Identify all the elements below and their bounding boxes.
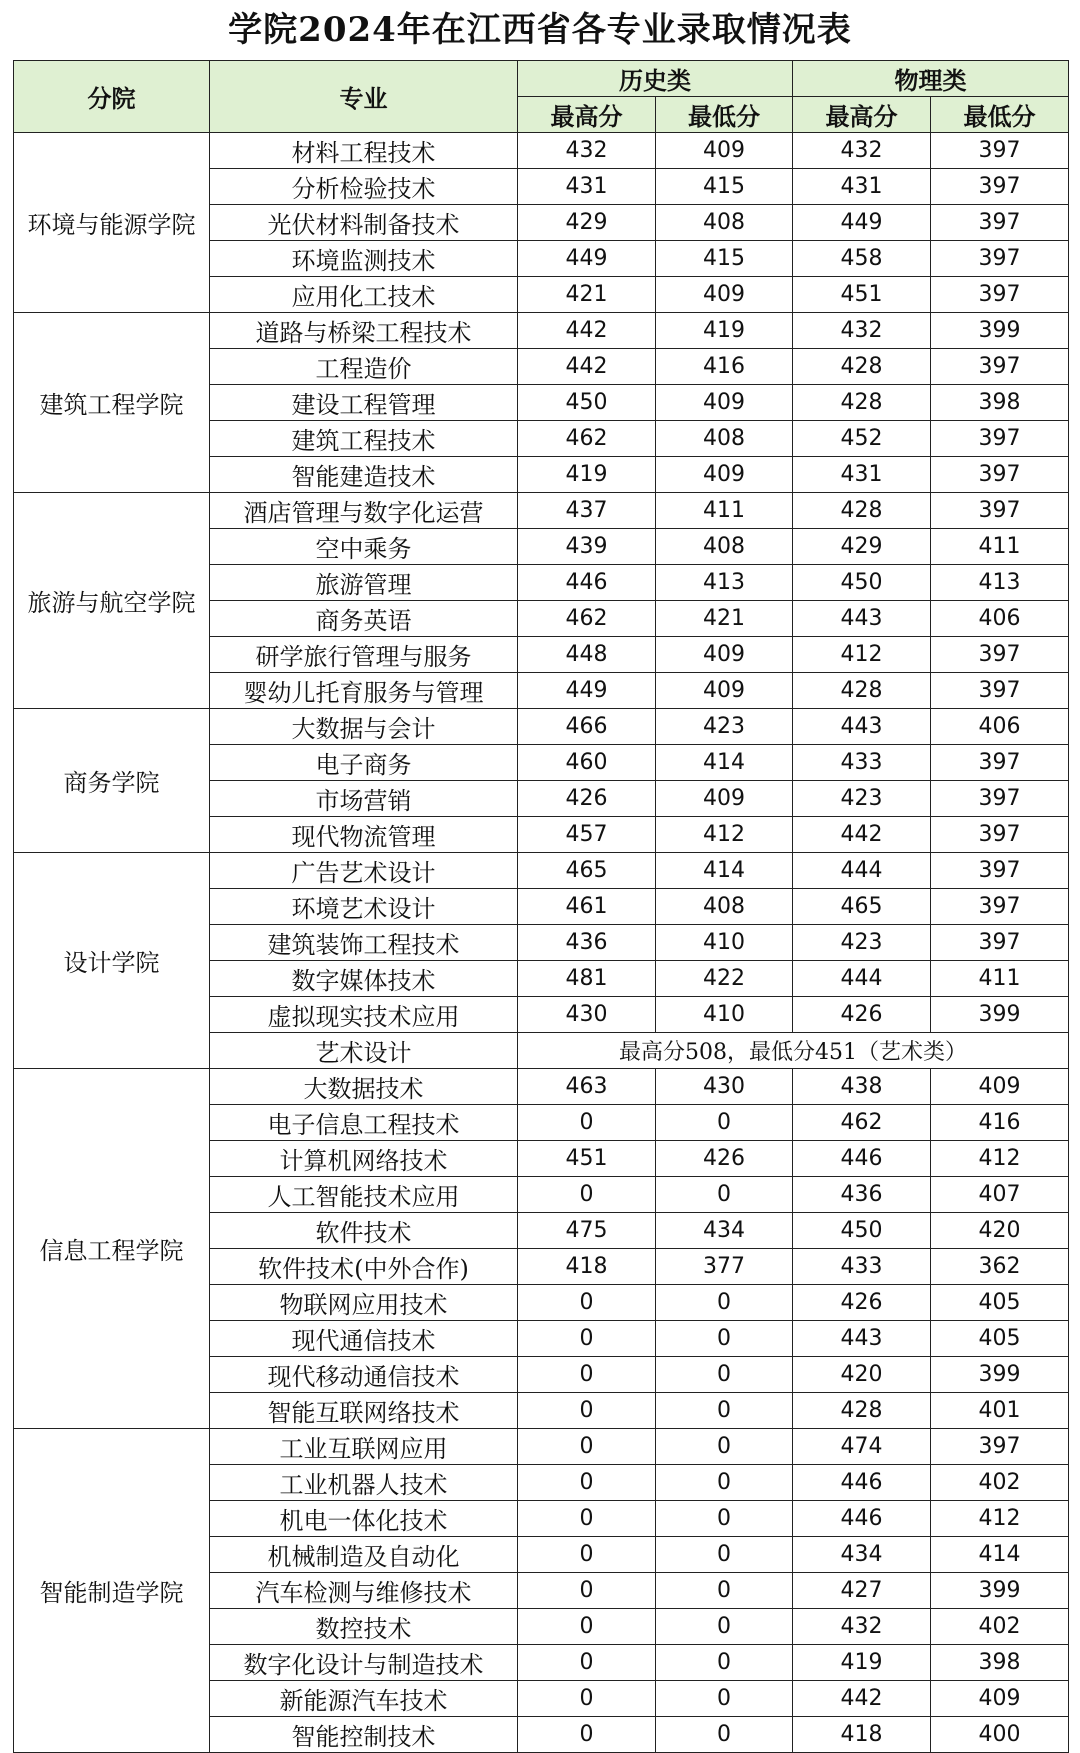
major-column-header: 专业 xyxy=(210,61,518,133)
history-max-cell: 0 xyxy=(518,1357,656,1393)
physics-max-cell: 446 xyxy=(793,1501,931,1537)
history-max-cell: 449 xyxy=(518,241,656,277)
major-name-cell: 大数据与会计 xyxy=(210,709,518,745)
history-min-cell: 0 xyxy=(656,1717,793,1753)
physics-min-cell: 405 xyxy=(931,1285,1069,1321)
physics-max-cell: 426 xyxy=(793,997,931,1033)
physics-min-cell: 405 xyxy=(931,1321,1069,1357)
history-min-cell: 421 xyxy=(656,601,793,637)
physics-min-cell: 397 xyxy=(931,349,1069,385)
major-name-cell: 软件技术 xyxy=(210,1213,518,1249)
physics-max-cell: 446 xyxy=(793,1141,931,1177)
physics-max-cell: 427 xyxy=(793,1573,931,1609)
history-group-header: 历史类 xyxy=(518,61,793,97)
physics-min-cell: 397 xyxy=(931,745,1069,781)
physics-max-cell: 444 xyxy=(793,961,931,997)
major-name-cell: 建筑装饰工程技术 xyxy=(210,925,518,961)
history-min-header: 最低分 xyxy=(656,97,793,133)
physics-max-cell: 442 xyxy=(793,1681,931,1717)
physics-min-cell: 409 xyxy=(931,1681,1069,1717)
major-name-cell: 旅游管理 xyxy=(210,565,518,601)
physics-max-cell: 419 xyxy=(793,1645,931,1681)
physics-max-cell: 443 xyxy=(793,1321,931,1357)
physics-max-cell: 423 xyxy=(793,925,931,961)
history-max-cell: 449 xyxy=(518,673,656,709)
college-name-cell: 智能制造学院 xyxy=(14,1429,210,1753)
major-name-cell: 现代物流管理 xyxy=(210,817,518,853)
history-min-cell: 408 xyxy=(656,421,793,457)
history-min-cell: 0 xyxy=(656,1465,793,1501)
table-row xyxy=(14,853,1069,889)
college-name-cell: 环境与能源学院 xyxy=(14,133,210,313)
history-min-cell: 414 xyxy=(656,853,793,889)
history-min-cell: 0 xyxy=(656,1321,793,1357)
physics-min-cell: 397 xyxy=(931,853,1069,889)
major-name-cell: 物联网应用技术 xyxy=(210,1285,518,1321)
table-row xyxy=(14,1069,1069,1105)
history-max-cell: 0 xyxy=(518,1717,656,1753)
physics-min-cell: 397 xyxy=(931,673,1069,709)
table-row xyxy=(14,709,1069,745)
major-name-cell: 建筑工程技术 xyxy=(210,421,518,457)
physics-min-cell: 397 xyxy=(931,925,1069,961)
major-name-cell: 汽车检测与维修技术 xyxy=(210,1573,518,1609)
physics-max-cell: 428 xyxy=(793,349,931,385)
history-min-cell: 410 xyxy=(656,925,793,961)
major-name-cell: 环境监测技术 xyxy=(210,241,518,277)
history-max-cell: 437 xyxy=(518,493,656,529)
table-row xyxy=(14,1429,1069,1465)
major-name-cell: 电子商务 xyxy=(210,745,518,781)
history-min-cell: 0 xyxy=(656,1681,793,1717)
major-name-cell: 工程造价 xyxy=(210,349,518,385)
history-min-cell: 409 xyxy=(656,385,793,421)
admission-table xyxy=(13,60,1069,1753)
physics-max-cell: 433 xyxy=(793,745,931,781)
history-max-cell: 460 xyxy=(518,745,656,781)
major-name-cell: 新能源汽车技术 xyxy=(210,1681,518,1717)
history-min-cell: 0 xyxy=(656,1573,793,1609)
history-min-cell: 409 xyxy=(656,277,793,313)
history-min-cell: 408 xyxy=(656,889,793,925)
history-max-cell: 431 xyxy=(518,169,656,205)
physics-min-cell: 399 xyxy=(931,997,1069,1033)
major-name-cell: 软件技术(中外合作) xyxy=(210,1249,518,1285)
table-row xyxy=(14,313,1069,349)
physics-min-cell: 397 xyxy=(931,1429,1069,1465)
physics-max-cell: 450 xyxy=(793,565,931,601)
physics-min-cell: 399 xyxy=(931,313,1069,349)
history-max-cell: 0 xyxy=(518,1573,656,1609)
physics-max-cell: 432 xyxy=(793,133,931,169)
major-name-cell: 现代移动通信技术 xyxy=(210,1357,518,1393)
history-max-cell: 0 xyxy=(518,1285,656,1321)
history-min-cell: 409 xyxy=(656,637,793,673)
major-name-cell: 应用化工技术 xyxy=(210,277,518,313)
major-name-cell: 工业互联网应用 xyxy=(210,1429,518,1465)
physics-min-cell: 397 xyxy=(931,637,1069,673)
major-name-cell: 智能互联网络技术 xyxy=(210,1393,518,1429)
table-header xyxy=(14,61,1069,133)
physics-max-cell: 436 xyxy=(793,1177,931,1213)
physics-max-cell: 444 xyxy=(793,853,931,889)
physics-min-cell: 397 xyxy=(931,169,1069,205)
physics-min-cell: 401 xyxy=(931,1393,1069,1429)
physics-max-header: 最高分 xyxy=(793,97,931,133)
physics-min-cell: 411 xyxy=(931,529,1069,565)
physics-min-cell: 397 xyxy=(931,421,1069,457)
history-max-cell: 0 xyxy=(518,1177,656,1213)
physics-min-cell: 414 xyxy=(931,1537,1069,1573)
physics-min-cell: 406 xyxy=(931,601,1069,637)
physics-max-cell: 442 xyxy=(793,817,931,853)
table-row xyxy=(14,133,1069,169)
major-name-cell: 工业机器人技术 xyxy=(210,1465,518,1501)
history-min-cell: 377 xyxy=(656,1249,793,1285)
major-name-cell: 研学旅行管理与服务 xyxy=(210,637,518,673)
major-name-cell: 机械制造及自动化 xyxy=(210,1537,518,1573)
history-min-cell: 410 xyxy=(656,997,793,1033)
physics-min-cell: 400 xyxy=(931,1717,1069,1753)
history-min-cell: 0 xyxy=(656,1393,793,1429)
physics-min-cell: 411 xyxy=(931,961,1069,997)
history-min-cell: 416 xyxy=(656,349,793,385)
physics-min-cell: 397 xyxy=(931,133,1069,169)
table-row xyxy=(14,493,1069,529)
history-min-cell: 408 xyxy=(656,529,793,565)
history-max-cell: 418 xyxy=(518,1249,656,1285)
history-max-cell: 0 xyxy=(518,1465,656,1501)
physics-min-cell: 402 xyxy=(931,1465,1069,1501)
physics-min-cell: 409 xyxy=(931,1069,1069,1105)
physics-max-cell: 420 xyxy=(793,1357,931,1393)
history-max-cell: 0 xyxy=(518,1105,656,1141)
major-name-cell: 虚拟现实技术应用 xyxy=(210,997,518,1033)
history-min-cell: 0 xyxy=(656,1429,793,1465)
history-max-cell: 0 xyxy=(518,1321,656,1357)
history-min-cell: 422 xyxy=(656,961,793,997)
major-name-cell: 数字化设计与制造技术 xyxy=(210,1645,518,1681)
college-name-cell: 设计学院 xyxy=(14,853,210,1069)
physics-min-cell: 407 xyxy=(931,1177,1069,1213)
history-max-cell: 0 xyxy=(518,1681,656,1717)
physics-min-cell: 413 xyxy=(931,565,1069,601)
history-max-cell: 465 xyxy=(518,853,656,889)
physics-max-cell: 446 xyxy=(793,1465,931,1501)
major-name-cell: 人工智能技术应用 xyxy=(210,1177,518,1213)
major-name-cell: 数控技术 xyxy=(210,1609,518,1645)
history-max-cell: 421 xyxy=(518,277,656,313)
physics-max-cell: 431 xyxy=(793,169,931,205)
major-name-cell: 环境艺术设计 xyxy=(210,889,518,925)
major-name-cell: 计算机网络技术 xyxy=(210,1141,518,1177)
physics-max-cell: 458 xyxy=(793,241,931,277)
history-min-cell: 411 xyxy=(656,493,793,529)
table-body xyxy=(14,133,1069,1753)
physics-max-cell: 428 xyxy=(793,1393,931,1429)
physics-min-cell: 416 xyxy=(931,1105,1069,1141)
physics-max-cell: 428 xyxy=(793,385,931,421)
history-max-cell: 432 xyxy=(518,133,656,169)
history-max-cell: 462 xyxy=(518,601,656,637)
major-name-cell: 市场营销 xyxy=(210,781,518,817)
history-min-cell: 409 xyxy=(656,133,793,169)
history-max-cell: 426 xyxy=(518,781,656,817)
history-max-cell: 430 xyxy=(518,997,656,1033)
major-name-cell: 智能控制技术 xyxy=(210,1717,518,1753)
physics-min-cell: 397 xyxy=(931,241,1069,277)
major-name-cell: 广告艺术设计 xyxy=(210,853,518,889)
physics-min-cell: 397 xyxy=(931,781,1069,817)
history-max-cell: 0 xyxy=(518,1537,656,1573)
history-min-cell: 0 xyxy=(656,1645,793,1681)
history-max-cell: 451 xyxy=(518,1141,656,1177)
major-name-cell: 智能建造技术 xyxy=(210,457,518,493)
history-max-cell: 0 xyxy=(518,1429,656,1465)
physics-max-cell: 432 xyxy=(793,1609,931,1645)
history-max-cell: 419 xyxy=(518,457,656,493)
history-min-cell: 423 xyxy=(656,709,793,745)
score-note-cell: 最高分508，最低分451（艺术类） xyxy=(518,1033,1069,1069)
physics-min-cell: 397 xyxy=(931,457,1069,493)
physics-max-cell: 429 xyxy=(793,529,931,565)
history-min-cell: 0 xyxy=(656,1177,793,1213)
history-min-cell: 0 xyxy=(656,1285,793,1321)
history-max-cell: 475 xyxy=(518,1213,656,1249)
physics-group-header: 物理类 xyxy=(793,61,1069,97)
physics-min-cell: 397 xyxy=(931,817,1069,853)
physics-min-cell: 399 xyxy=(931,1573,1069,1609)
physics-max-cell: 443 xyxy=(793,601,931,637)
physics-min-cell: 412 xyxy=(931,1501,1069,1537)
history-max-cell: 461 xyxy=(518,889,656,925)
major-name-cell: 道路与桥梁工程技术 xyxy=(210,313,518,349)
major-name-cell: 分析检验技术 xyxy=(210,169,518,205)
physics-min-cell: 397 xyxy=(931,889,1069,925)
history-max-cell: 442 xyxy=(518,313,656,349)
history-max-cell: 442 xyxy=(518,349,656,385)
physics-min-header: 最低分 xyxy=(931,97,1069,133)
history-min-cell: 419 xyxy=(656,313,793,349)
history-min-cell: 414 xyxy=(656,745,793,781)
physics-max-cell: 450 xyxy=(793,1213,931,1249)
physics-max-cell: 428 xyxy=(793,673,931,709)
physics-min-cell: 402 xyxy=(931,1609,1069,1645)
physics-min-cell: 420 xyxy=(931,1213,1069,1249)
history-min-cell: 0 xyxy=(656,1357,793,1393)
physics-max-cell: 431 xyxy=(793,457,931,493)
history-min-cell: 409 xyxy=(656,673,793,709)
page-title: 学院2024年在江西省各专业录取情况表 xyxy=(228,10,852,50)
major-name-cell: 空中乘务 xyxy=(210,529,518,565)
history-min-cell: 0 xyxy=(656,1501,793,1537)
history-max-header: 最高分 xyxy=(518,97,656,133)
college-column-header: 分院 xyxy=(14,61,210,133)
physics-min-cell: 398 xyxy=(931,385,1069,421)
physics-min-cell: 397 xyxy=(931,493,1069,529)
physics-max-cell: 423 xyxy=(793,781,931,817)
physics-min-cell: 397 xyxy=(931,205,1069,241)
major-name-cell: 材料工程技术 xyxy=(210,133,518,169)
history-max-cell: 450 xyxy=(518,385,656,421)
history-min-cell: 0 xyxy=(656,1105,793,1141)
major-name-cell: 机电一体化技术 xyxy=(210,1501,518,1537)
physics-min-cell: 399 xyxy=(931,1357,1069,1393)
history-max-cell: 429 xyxy=(518,205,656,241)
history-min-cell: 415 xyxy=(656,169,793,205)
physics-max-cell: 452 xyxy=(793,421,931,457)
physics-min-cell: 397 xyxy=(931,277,1069,313)
physics-max-cell: 428 xyxy=(793,493,931,529)
history-max-cell: 436 xyxy=(518,925,656,961)
major-name-cell: 光伏材料制备技术 xyxy=(210,205,518,241)
physics-max-cell: 451 xyxy=(793,277,931,313)
physics-max-cell: 432 xyxy=(793,313,931,349)
major-name-cell: 商务英语 xyxy=(210,601,518,637)
history-max-cell: 466 xyxy=(518,709,656,745)
physics-max-cell: 412 xyxy=(793,637,931,673)
physics-min-cell: 362 xyxy=(931,1249,1069,1285)
history-max-cell: 457 xyxy=(518,817,656,853)
history-min-cell: 430 xyxy=(656,1069,793,1105)
history-min-cell: 434 xyxy=(656,1213,793,1249)
history-min-cell: 413 xyxy=(656,565,793,601)
history-max-cell: 448 xyxy=(518,637,656,673)
major-name-cell: 艺术设计 xyxy=(210,1033,518,1069)
major-name-cell: 大数据技术 xyxy=(210,1069,518,1105)
history-max-cell: 463 xyxy=(518,1069,656,1105)
college-name-cell: 建筑工程学院 xyxy=(14,313,210,493)
college-name-cell: 商务学院 xyxy=(14,709,210,853)
history-max-cell: 0 xyxy=(518,1501,656,1537)
college-name-cell: 旅游与航空学院 xyxy=(14,493,210,709)
physics-max-cell: 462 xyxy=(793,1105,931,1141)
physics-max-cell: 433 xyxy=(793,1249,931,1285)
major-name-cell: 现代通信技术 xyxy=(210,1321,518,1357)
history-max-cell: 462 xyxy=(518,421,656,457)
history-min-cell: 0 xyxy=(656,1609,793,1645)
history-max-cell: 0 xyxy=(518,1645,656,1681)
physics-max-cell: 474 xyxy=(793,1429,931,1465)
physics-max-cell: 443 xyxy=(793,709,931,745)
history-max-cell: 0 xyxy=(518,1609,656,1645)
history-min-cell: 426 xyxy=(656,1141,793,1177)
physics-max-cell: 434 xyxy=(793,1537,931,1573)
physics-max-cell: 465 xyxy=(793,889,931,925)
major-name-cell: 婴幼儿托育服务与管理 xyxy=(210,673,518,709)
major-name-cell: 电子信息工程技术 xyxy=(210,1105,518,1141)
physics-max-cell: 438 xyxy=(793,1069,931,1105)
physics-max-cell: 418 xyxy=(793,1717,931,1753)
major-name-cell: 建设工程管理 xyxy=(210,385,518,421)
college-name-cell: 信息工程学院 xyxy=(14,1069,210,1429)
history-max-cell: 481 xyxy=(518,961,656,997)
physics-min-cell: 412 xyxy=(931,1141,1069,1177)
history-min-cell: 412 xyxy=(656,817,793,853)
history-min-cell: 415 xyxy=(656,241,793,277)
history-max-cell: 446 xyxy=(518,565,656,601)
physics-min-cell: 398 xyxy=(931,1645,1069,1681)
history-min-cell: 408 xyxy=(656,205,793,241)
history-min-cell: 409 xyxy=(656,457,793,493)
history-max-cell: 0 xyxy=(518,1393,656,1429)
physics-max-cell: 426 xyxy=(793,1285,931,1321)
physics-min-cell: 406 xyxy=(931,709,1069,745)
history-max-cell: 439 xyxy=(518,529,656,565)
history-min-cell: 409 xyxy=(656,781,793,817)
physics-max-cell: 449 xyxy=(793,205,931,241)
major-name-cell: 酒店管理与数字化运营 xyxy=(210,493,518,529)
major-name-cell: 数字媒体技术 xyxy=(210,961,518,997)
history-min-cell: 0 xyxy=(656,1537,793,1573)
